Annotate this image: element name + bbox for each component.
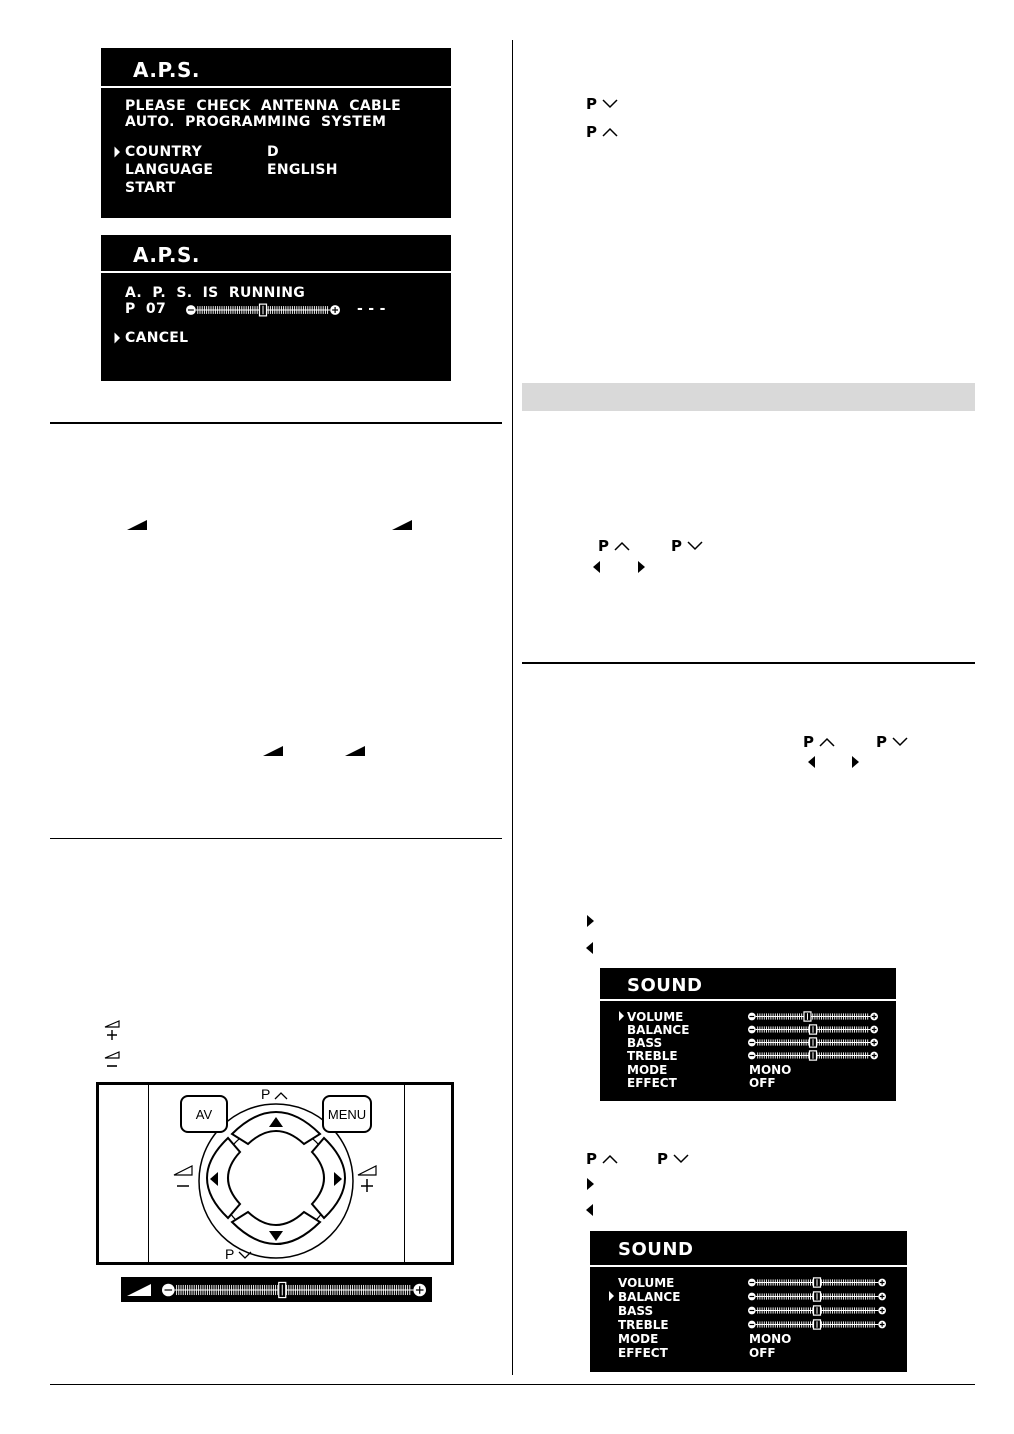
- chevron-up-icon: [614, 541, 630, 551]
- sound-menu-screen-balance: [590, 1231, 907, 1372]
- sound-row-label[interactable]: BALANCE: [627, 1023, 690, 1037]
- aps-menu-line1: PLEASE CHECK ANTENNA CABLE: [125, 98, 402, 114]
- volume-up-icon: [104, 1020, 122, 1042]
- right-arrow-icon: [851, 756, 859, 768]
- keypad-p-up-label: [261, 1086, 288, 1102]
- p-up-glyph: P: [803, 733, 835, 751]
- aps-running-rule: [101, 271, 451, 273]
- sound-menu-title: SOUND: [618, 1239, 694, 1260]
- left-arrow-icon: [808, 756, 816, 768]
- program-up-button[interactable]: [232, 1112, 320, 1144]
- section-header-bar: [522, 383, 975, 411]
- balance-slider[interactable]: [747, 1291, 887, 1302]
- p-down-letter: P: [225, 1246, 235, 1262]
- sound-row-label[interactable]: VOLUME: [627, 1010, 684, 1024]
- chevron-down-icon: [673, 1154, 689, 1164]
- effect-value: OFF: [749, 1076, 776, 1090]
- av-button-label: AV: [195, 1106, 213, 1122]
- p-down-glyph: P: [671, 537, 703, 555]
- selection-arrow-icon: [617, 1010, 625, 1022]
- chevron-down-icon: [687, 541, 703, 551]
- aps-cancel[interactable]: CANCEL: [125, 330, 189, 346]
- sound-row-label[interactable]: TREBLE: [627, 1049, 678, 1063]
- mode-value: MONO: [749, 1332, 792, 1346]
- sound-menu-rule: [590, 1265, 907, 1267]
- right-arrow-icon: [586, 915, 594, 927]
- sound-row-label[interactable]: EFFECT: [618, 1346, 668, 1360]
- sound-row-label[interactable]: TREBLE: [618, 1318, 669, 1332]
- sound-row-label[interactable]: MODE: [627, 1063, 668, 1077]
- volume-wedge-icon: [345, 746, 365, 756]
- treble-slider[interactable]: [747, 1319, 887, 1330]
- sound-menu-rule: [600, 999, 896, 1001]
- volume-level-bar: [161, 1281, 427, 1299]
- volume-wedge-icon: [127, 1284, 151, 1296]
- section-rule: [50, 422, 502, 424]
- chevron-up-icon: [819, 737, 835, 747]
- effect-value: OFF: [749, 1346, 776, 1360]
- sound-row-label[interactable]: EFFECT: [627, 1076, 677, 1090]
- chevron-up-icon: [602, 1154, 618, 1164]
- aps-language-value: ENGLISH: [267, 162, 338, 178]
- p-down-glyph: P: [657, 1150, 689, 1168]
- chevron-up-icon: [602, 127, 618, 137]
- volume-wedge-icon: [392, 520, 412, 530]
- keypad-p-down-label: [225, 1246, 252, 1262]
- section-rule: [50, 838, 502, 839]
- aps-country-label[interactable]: COUNTRY: [125, 144, 203, 160]
- balance-slider[interactable]: [747, 1024, 879, 1035]
- menu-button-label: MENU: [327, 1106, 367, 1122]
- direction-pad[interactable]: [196, 1098, 360, 1260]
- aps-language-label[interactable]: LANGUAGE: [125, 162, 214, 178]
- aps-progress-bar: [185, 303, 341, 317]
- aps-running-title: A.P.S.: [133, 243, 201, 267]
- volume-slider[interactable]: [747, 1011, 879, 1022]
- bass-slider[interactable]: [747, 1305, 887, 1316]
- volume-slider[interactable]: [747, 1277, 887, 1288]
- chevron-up-icon: [274, 1091, 288, 1100]
- volume-wedge-icon: [127, 520, 147, 530]
- selection-arrow-icon: [112, 145, 122, 159]
- left-arrow-icon: [593, 561, 601, 573]
- sound-row-label[interactable]: BASS: [627, 1036, 663, 1050]
- volume-wedge-icon: [263, 746, 283, 756]
- section-rule: [522, 662, 975, 664]
- sound-menu-screen: [600, 968, 896, 1101]
- selection-arrow-icon: [112, 331, 122, 345]
- selection-arrow-icon: [607, 1290, 615, 1302]
- p-down-glyph: P: [586, 95, 618, 113]
- p-up-glyph: P: [598, 537, 630, 555]
- sound-row-label[interactable]: VOLUME: [618, 1276, 675, 1290]
- p-up-letter: P: [261, 1086, 271, 1102]
- volume-up-symbol-icon: [357, 1165, 379, 1193]
- sound-menu-title: SOUND: [627, 975, 703, 996]
- footer-rule: [50, 1384, 975, 1385]
- right-arrow-icon: [586, 1178, 594, 1190]
- left-arrow-icon: [586, 942, 594, 954]
- treble-slider[interactable]: [747, 1050, 879, 1061]
- right-arrow-icon: [637, 561, 645, 573]
- left-arrow-icon: [586, 1204, 594, 1216]
- p-up-glyph: P: [586, 1150, 618, 1168]
- p-up-glyph: P: [586, 123, 618, 141]
- aps-menu-screen: [101, 48, 451, 218]
- sound-row-label[interactable]: MODE: [618, 1332, 659, 1346]
- chevron-down-icon: [238, 1251, 252, 1260]
- aps-dashes: - - -: [357, 301, 386, 317]
- volume-down-icon: [104, 1051, 122, 1073]
- aps-menu-rule: [101, 86, 451, 88]
- aps-running-screen: [101, 235, 451, 381]
- p-down-glyph: P: [876, 733, 908, 751]
- chevron-down-icon: [892, 737, 908, 747]
- mode-value: MONO: [749, 1063, 792, 1077]
- bass-slider[interactable]: [747, 1037, 879, 1048]
- volume-bar-display: [121, 1277, 432, 1302]
- sound-row-label[interactable]: BASS: [618, 1304, 654, 1318]
- volume-down-symbol-icon: [173, 1165, 195, 1193]
- chevron-down-icon: [602, 99, 618, 109]
- aps-start-label[interactable]: START: [125, 180, 176, 196]
- aps-menu-title: A.P.S.: [133, 58, 201, 82]
- aps-program-number: P 07: [125, 301, 166, 317]
- aps-running-status: A. P. S. IS RUNNING: [125, 285, 306, 301]
- aps-menu-line2: AUTO. PROGRAMMING SYSTEM: [125, 114, 387, 130]
- column-divider: [512, 40, 513, 1375]
- sound-row-label[interactable]: BALANCE: [618, 1290, 681, 1304]
- aps-country-value: D: [267, 144, 279, 160]
